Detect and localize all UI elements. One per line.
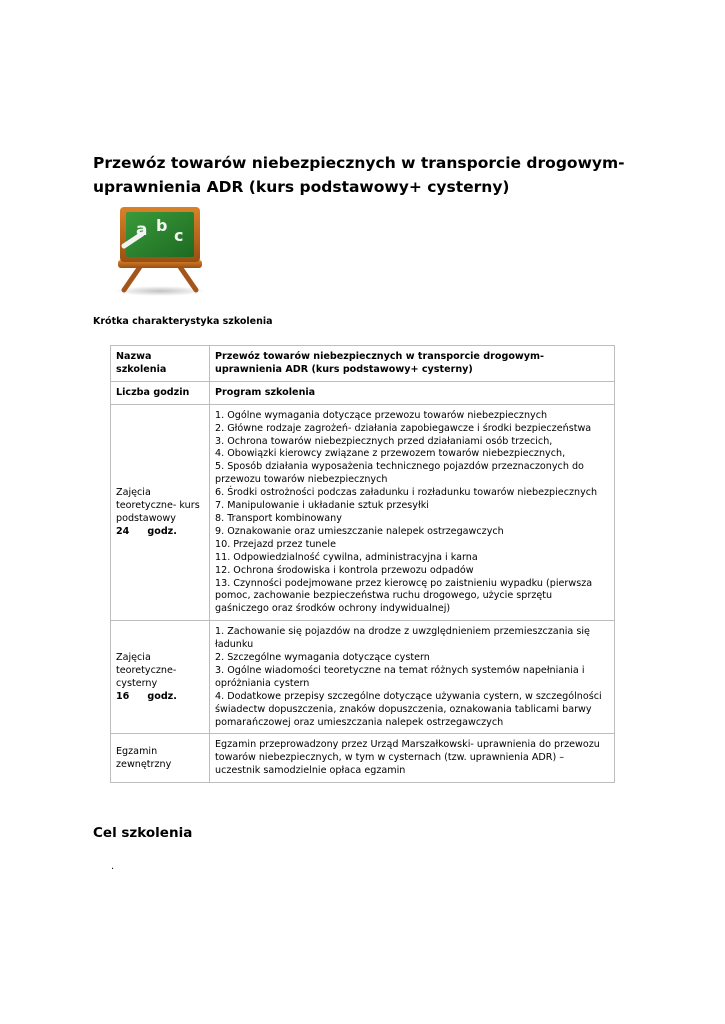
- list-item: 3. Ogólne wiadomości teoretyczne na temat różnych systemów napełniania i: [215, 664, 585, 676]
- name-label-line: szkolenia: [116, 363, 167, 375]
- exam-text-line: uczestnik samodzielnie opłaca egzamin: [215, 765, 406, 777]
- program-list: [215, 626, 609, 729]
- basic-program-cell: [210, 404, 615, 621]
- list-item: 10. Przejazd przez tunele: [215, 538, 336, 550]
- goal-heading: Cel szkolenia: [93, 825, 193, 841]
- table-row: [111, 734, 615, 783]
- list-item: 4. Obowiązki kierowcy związane z przewozem towarów niebezpiecznych,: [215, 448, 566, 460]
- title-line: uprawnienia ADR (kurs podstawowy+ cysterny): [93, 178, 510, 196]
- board-letter-b: b: [156, 216, 168, 235]
- list-item: 11. Odpowiedzialność cywilna, administracyjna i karna: [215, 551, 478, 563]
- document-title: [93, 151, 653, 199]
- program-list: [215, 410, 609, 617]
- list-item: opróżniania cystern: [215, 677, 310, 689]
- hours-label-cell: Liczba godzin: [111, 381, 210, 404]
- basic-course-label-cell: [111, 404, 210, 621]
- list-item: 1. Zachowanie się pojazdów na drodze z uwzględnieniem przemieszczania się: [215, 626, 590, 638]
- list-item: 7. Manipulowanie i układanie sztuk przesyłki: [215, 500, 429, 512]
- course-label-line: Zajęcia: [116, 652, 151, 664]
- list-item: 3. Ochrona towarów niebezpiecznych przed działaniami osób trzecich,: [215, 435, 553, 447]
- trailing-mark: .: [111, 861, 115, 872]
- list-item: ładunku: [215, 639, 254, 651]
- name-value-cell: [210, 346, 615, 382]
- list-item: 2. Główne rodzaje zagrożeń- działania zapobiegawcze i środki bezpieczeństwa: [215, 422, 592, 434]
- hours-unit: godz.: [147, 690, 177, 702]
- board-letter-a: a: [136, 220, 148, 240]
- list-item: 6. Środki ostrożności podczas załadunku i rozładunku towarów niebezpiecznych: [215, 487, 598, 499]
- course-label-line: podstawowy: [116, 512, 176, 524]
- course-label-line: Zajęcia: [116, 487, 151, 499]
- exam-label-line: Egzamin: [116, 745, 158, 757]
- course-label-line: teoretyczne-: [116, 664, 177, 676]
- list-item: świadectw dopuszczenia, znaków dopuszczenia, oznakowania tablicami barwy: [215, 703, 592, 715]
- list-item: przewozu towarów niebezpiecznych: [215, 474, 388, 486]
- list-item: 1. Ogólne wymagania dotyczące przewozu towarów niebezpiecznych: [215, 409, 548, 421]
- course-label-line: cysterny: [116, 677, 158, 689]
- name-label-line: Nazwa: [116, 351, 152, 362]
- list-item: 13. Czynności podejmowane przez kierowcę po zaistnieniu wypadku (pierwsza: [215, 577, 593, 589]
- course-hours: [116, 691, 204, 704]
- tanks-program-cell: [210, 621, 615, 734]
- table-row: [111, 404, 615, 621]
- list-item: 4. Dodatkowe przepisy szczególne dotyczące używania cystern, w szczególności: [215, 690, 602, 702]
- list-item: gaśniczego oraz środków ochrony indywidualnej): [215, 603, 451, 615]
- exam-text-line: Egzamin przeprowadzony przez Urząd Marszałkowski- uprawnienia do przewozu: [215, 739, 600, 751]
- tanks-course-label-cell: [111, 621, 210, 734]
- list-item: pomoc, zachowanie bezpieczeństwa ruchu drogowego, użycie sprzętu: [215, 590, 553, 602]
- title-line: Przewóz towarów niebezpiecznych w transporcie drogowym-: [93, 154, 625, 172]
- program-label-cell: Program szkolenia: [210, 381, 615, 404]
- table-row: [111, 346, 615, 382]
- name-label-cell: [111, 346, 210, 382]
- exam-text-line: towarów niebezpiecznych, w tym w cysternach (tzw. uprawnienia ADR) –: [215, 752, 565, 764]
- list-item: pomarańczowej oraz umieszczania nalepek ostrzegawczych: [215, 716, 504, 728]
- board-letter-c: c: [174, 226, 184, 245]
- name-value-line: uprawnienia ADR (kurs podstawowy+ cysterny): [215, 363, 473, 375]
- name-value-line: Przewóz towarów niebezpiecznych w transporcie drogowym-: [215, 351, 545, 362]
- training-table: [110, 345, 615, 783]
- list-item: 5. Sposób działania wyposażenia technicznego pojazdów przeznaczonych do: [215, 461, 584, 473]
- exam-text-cell: [210, 734, 615, 783]
- list-item: 9. Oznakowanie oraz umieszczanie nalepek ostrzegawczych: [215, 525, 504, 537]
- exam-label-cell: [111, 734, 210, 783]
- course-hours: [116, 526, 204, 539]
- table-row: [111, 621, 615, 734]
- list-item: 8. Transport kombinowany: [215, 512, 342, 524]
- list-item: 2. Szczególne wymagania dotyczące cystern: [215, 652, 430, 664]
- course-label-line: teoretyczne- kurs: [116, 500, 200, 512]
- short-description-heading: Krótka charakterystyka szkolenia: [93, 316, 273, 327]
- table-row: [111, 381, 615, 404]
- hours-value: 16: [116, 690, 130, 702]
- hours-unit: godz.: [147, 525, 177, 537]
- exam-label-line: zewnętrzny: [116, 758, 172, 770]
- list-item: 12. Ochrona środowiska i kontrola przewozu odpadów: [215, 564, 474, 576]
- hours-value: 24: [116, 525, 130, 537]
- abc-chalkboard-icon: [112, 204, 208, 298]
